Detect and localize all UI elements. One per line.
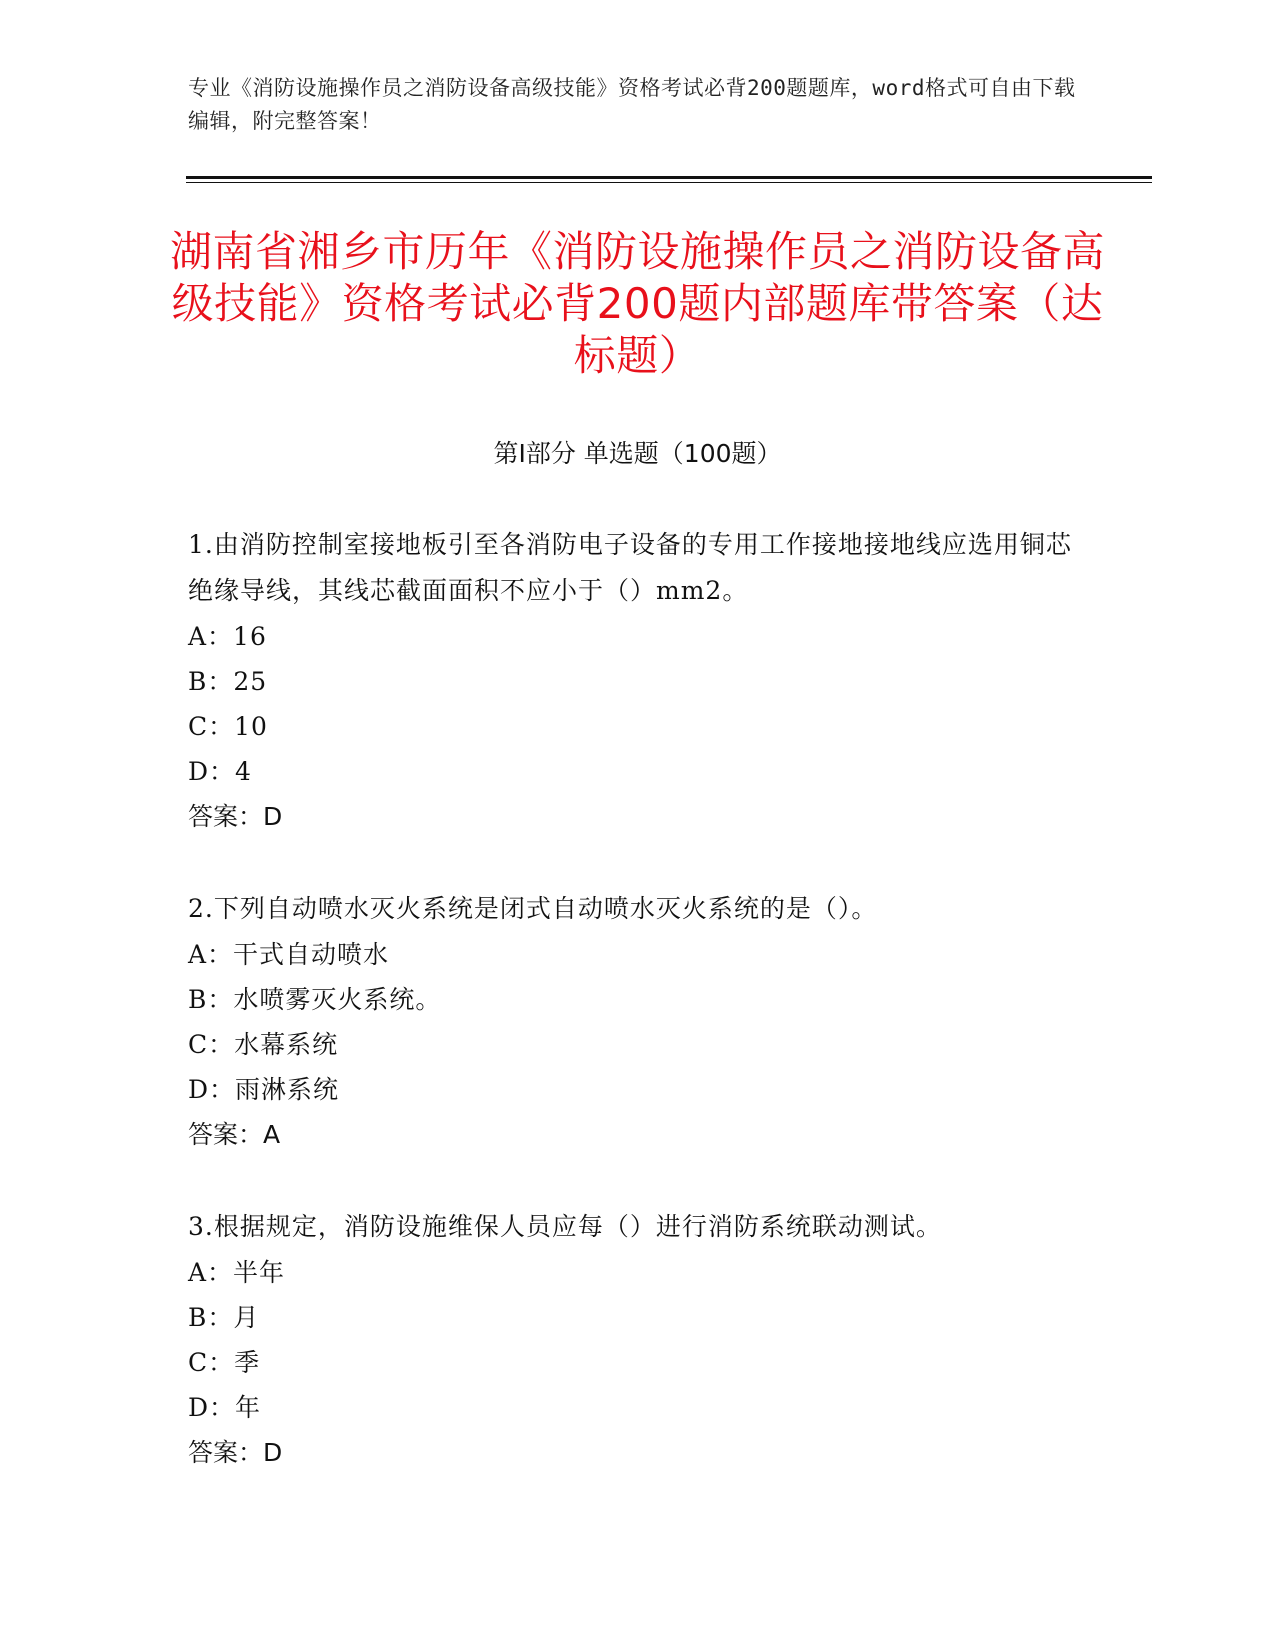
question-2 — [188, 886, 1088, 1158]
option-b: B：月 — [188, 1303, 260, 1332]
answer: 答案：A — [188, 1120, 281, 1149]
section-heading: 第Ⅰ部分 单选题（100题） — [493, 439, 782, 468]
question-stem: 2.下列自动喷水灭火系统是闭式自动喷水灭火系统的是（）。 — [188, 894, 878, 923]
question-1 — [188, 522, 1088, 840]
option-d: D：4 — [188, 757, 252, 786]
option-c: C：季 — [188, 1348, 261, 1377]
option-b: B：水喷雾灭火系统。 — [188, 985, 442, 1014]
option-b: B：25 — [188, 667, 268, 696]
header-divider-thin — [186, 182, 1152, 183]
answer: 答案：D — [188, 1438, 283, 1467]
option-d: D：雨淋系统 — [188, 1075, 340, 1104]
header-divider-thick — [186, 176, 1152, 179]
answer: 答案：D — [188, 802, 283, 831]
question-stem: 1.由消防控制室接地板引至各消防电子设备的专用工作接地接地线应选用铜芯绝缘导线，其线芯截面面积不应小于（）mm2。 — [188, 530, 1072, 605]
option-d: D：年 — [188, 1393, 262, 1422]
option-a: A：16 — [188, 622, 267, 651]
option-a: A：干式自动喷水 — [188, 940, 390, 969]
question-stem: 3.根据规定，消防设施维保人员应每（）进行消防系统联动测试。 — [188, 1212, 942, 1241]
document-title: 湖南省湘乡市历年《消防设施操作员之消防设备高级技能》资格考试必背200题内部题库带答案（达标题） — [169, 227, 1105, 380]
option-a: A：半年 — [188, 1258, 286, 1287]
header-note: 专业《消防设施操作员之消防设备高级技能》资格考试必背200题题库，word格式可自由下载编辑，附完整答案！ — [188, 76, 1076, 133]
option-c: C：10 — [188, 712, 268, 741]
question-3 — [188, 1204, 1088, 1476]
option-c: C：水幕系统 — [188, 1030, 339, 1059]
